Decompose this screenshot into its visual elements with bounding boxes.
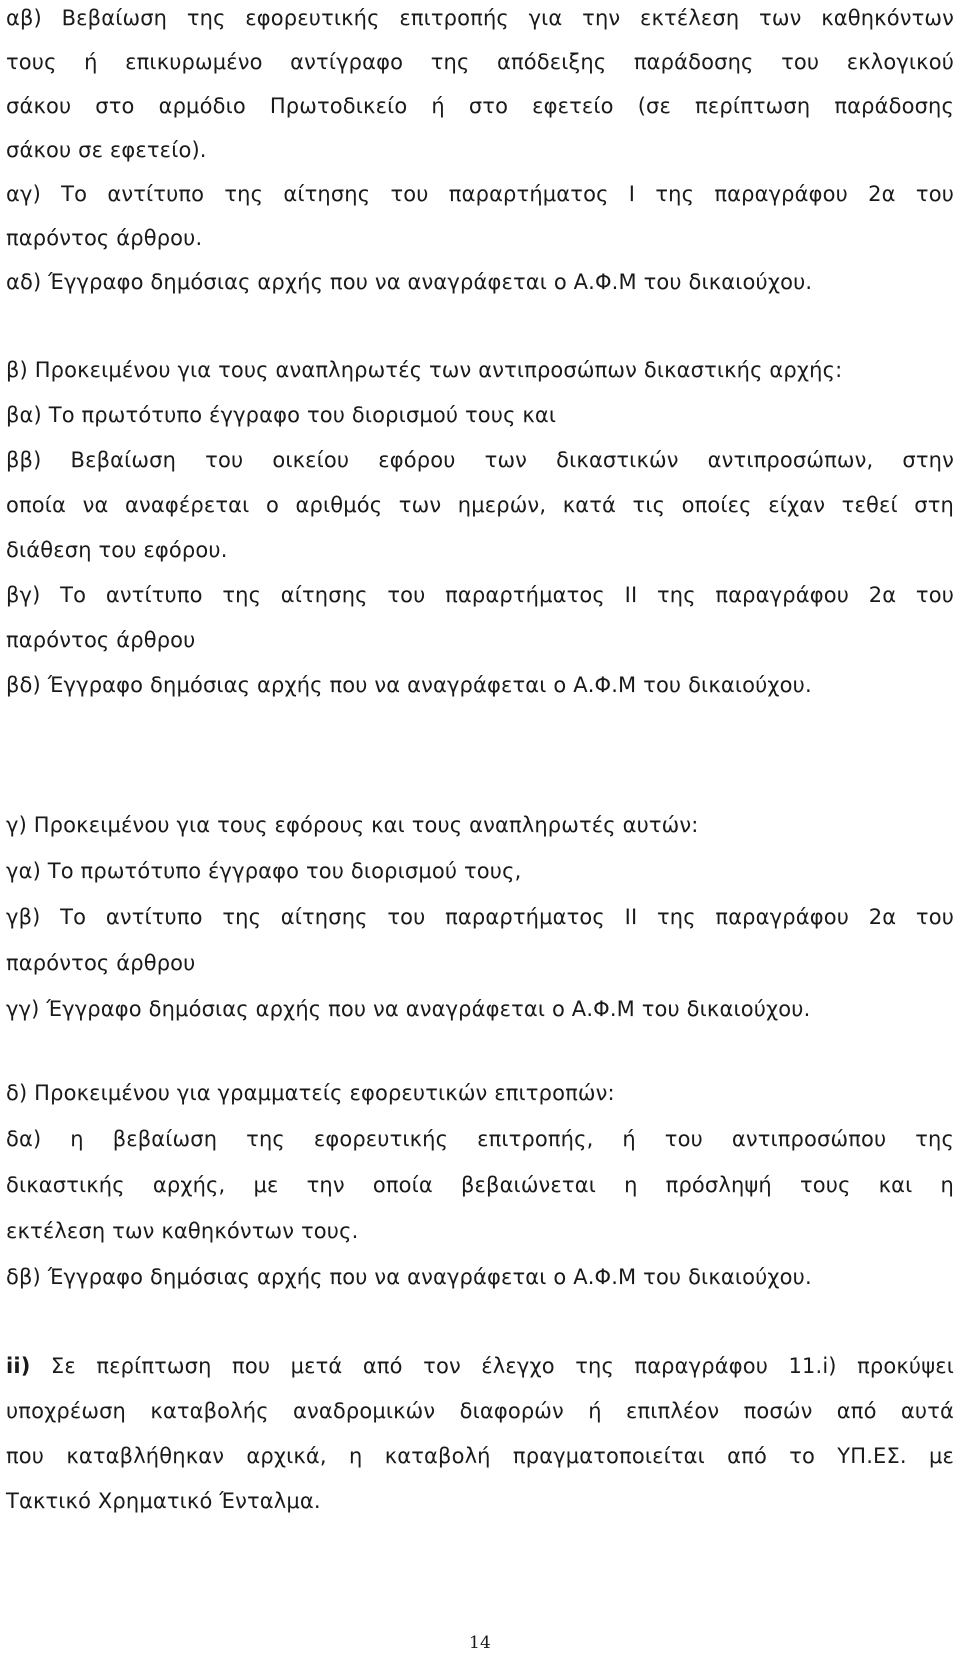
text-line: δβ) Έγγραφο δημόσιας αρχής που να αναγράφεται ο Α.Φ.Μ του δικαιούχου. xyxy=(6,1265,812,1289)
page-number: 14 xyxy=(469,1633,491,1653)
paragraph-ii-line xyxy=(6,1356,954,1377)
text-line: που καταβλήθηκαν αρχικά, η καταβολή πραγματοποιείται από το ΥΠ.ΕΣ. με xyxy=(6,1444,954,1468)
text-line: οποία να αναφέρεται ο αριθμός των ημερών, κατά τις οποίες είχαν τεθεί στη xyxy=(6,493,954,517)
text-line: βδ) Έγγραφο δημόσιας αρχής που να αναγράφεται ο Α.Φ.Μ του δικαιούχου. xyxy=(6,673,812,697)
text-line: σάκου στο αρμόδιο Πρωτοδικείο ή στο εφετείο (σε περίπτωση παράδοσης xyxy=(6,94,954,118)
text-line: διάθεση του εφόρου. xyxy=(6,538,228,562)
text-line: αδ) Έγγραφο δημόσιας αρχής που να αναγράφεται ο Α.Φ.Μ του δικαιούχου. xyxy=(6,270,813,294)
text-line: παρόντος άρθρου xyxy=(6,628,196,652)
text-line: γγ) Έγγραφο δημόσιας αρχής που να αναγράφεται ο Α.Φ.Μ του δικαιούχου. xyxy=(6,997,811,1021)
text-line: βγ) Το αντίτυπο της αίτησης του παραρτήματος ΙΙ της παραγράφου 2α του xyxy=(6,583,954,607)
text-line: υποχρέωση καταβολής αναδρομικών διαφορών ή επιπλέον ποσών από αυτά xyxy=(6,1399,954,1423)
text-line: βα) Το πρωτότυπο έγγραφο του διορισμού τους και xyxy=(6,403,557,427)
text-line: γβ) Το αντίτυπο της αίτησης του παραρτήματος ΙΙ της παραγράφου 2α του xyxy=(6,905,954,929)
item-marker: ii) xyxy=(6,1354,31,1378)
text-line: δικαστικής αρχής, με την οποία βεβαιώνεται η πρόσληψή τους και η xyxy=(6,1173,954,1197)
text-line: παρόντος άρθρου xyxy=(6,951,196,975)
section-heading: δ) Προκειμένου για γραμματείς εφορευτικών επιτροπών: xyxy=(6,1081,615,1105)
section-heading: β) Προκειμένου για τους αναπληρωτές των αντιπροσώπων δικαστικής αρχής: xyxy=(6,358,843,382)
text-line: γα) Το πρωτότυπο έγγραφο του διορισμού τους, xyxy=(6,859,522,883)
text-line: αβ) Βεβαίωση της εφορευτικής επιτροπής για την εκτέλεση των καθηκόντων xyxy=(6,6,954,30)
text-line: ββ) Βεβαίωση του οικείου εφόρου των δικαστικών αντιπροσώπων, στην xyxy=(6,448,954,472)
text-line: δα) η βεβαίωση της εφορευτικής επιτροπής, ή του αντιπροσώπου της xyxy=(6,1127,954,1151)
text-line: σάκου σε εφετείο). xyxy=(6,138,207,162)
text-line: Τακτικό Χρηματικό Ένταλμα. xyxy=(6,1489,321,1513)
text-line: αγ) Το αντίτυπο της αίτησης του παραρτήματος Ι της παραγράφου 2α του xyxy=(6,182,954,206)
section-heading: γ) Προκειμένου για τους εφόρους και τους αναπληρωτές αυτών: xyxy=(6,813,699,837)
text-line: τους ή επικυρωμένο αντίγραφο της απόδειξης παράδοσης του εκλογικού xyxy=(6,50,954,74)
text-line: παρόντος άρθρου. xyxy=(6,226,203,250)
text-line: εκτέλεση των καθηκόντων τους. xyxy=(6,1219,359,1243)
text-span: Σε περίπτωση που μετά από τον έλεγχο της παραγράφου 11.i) προκύψει xyxy=(30,1354,954,1378)
